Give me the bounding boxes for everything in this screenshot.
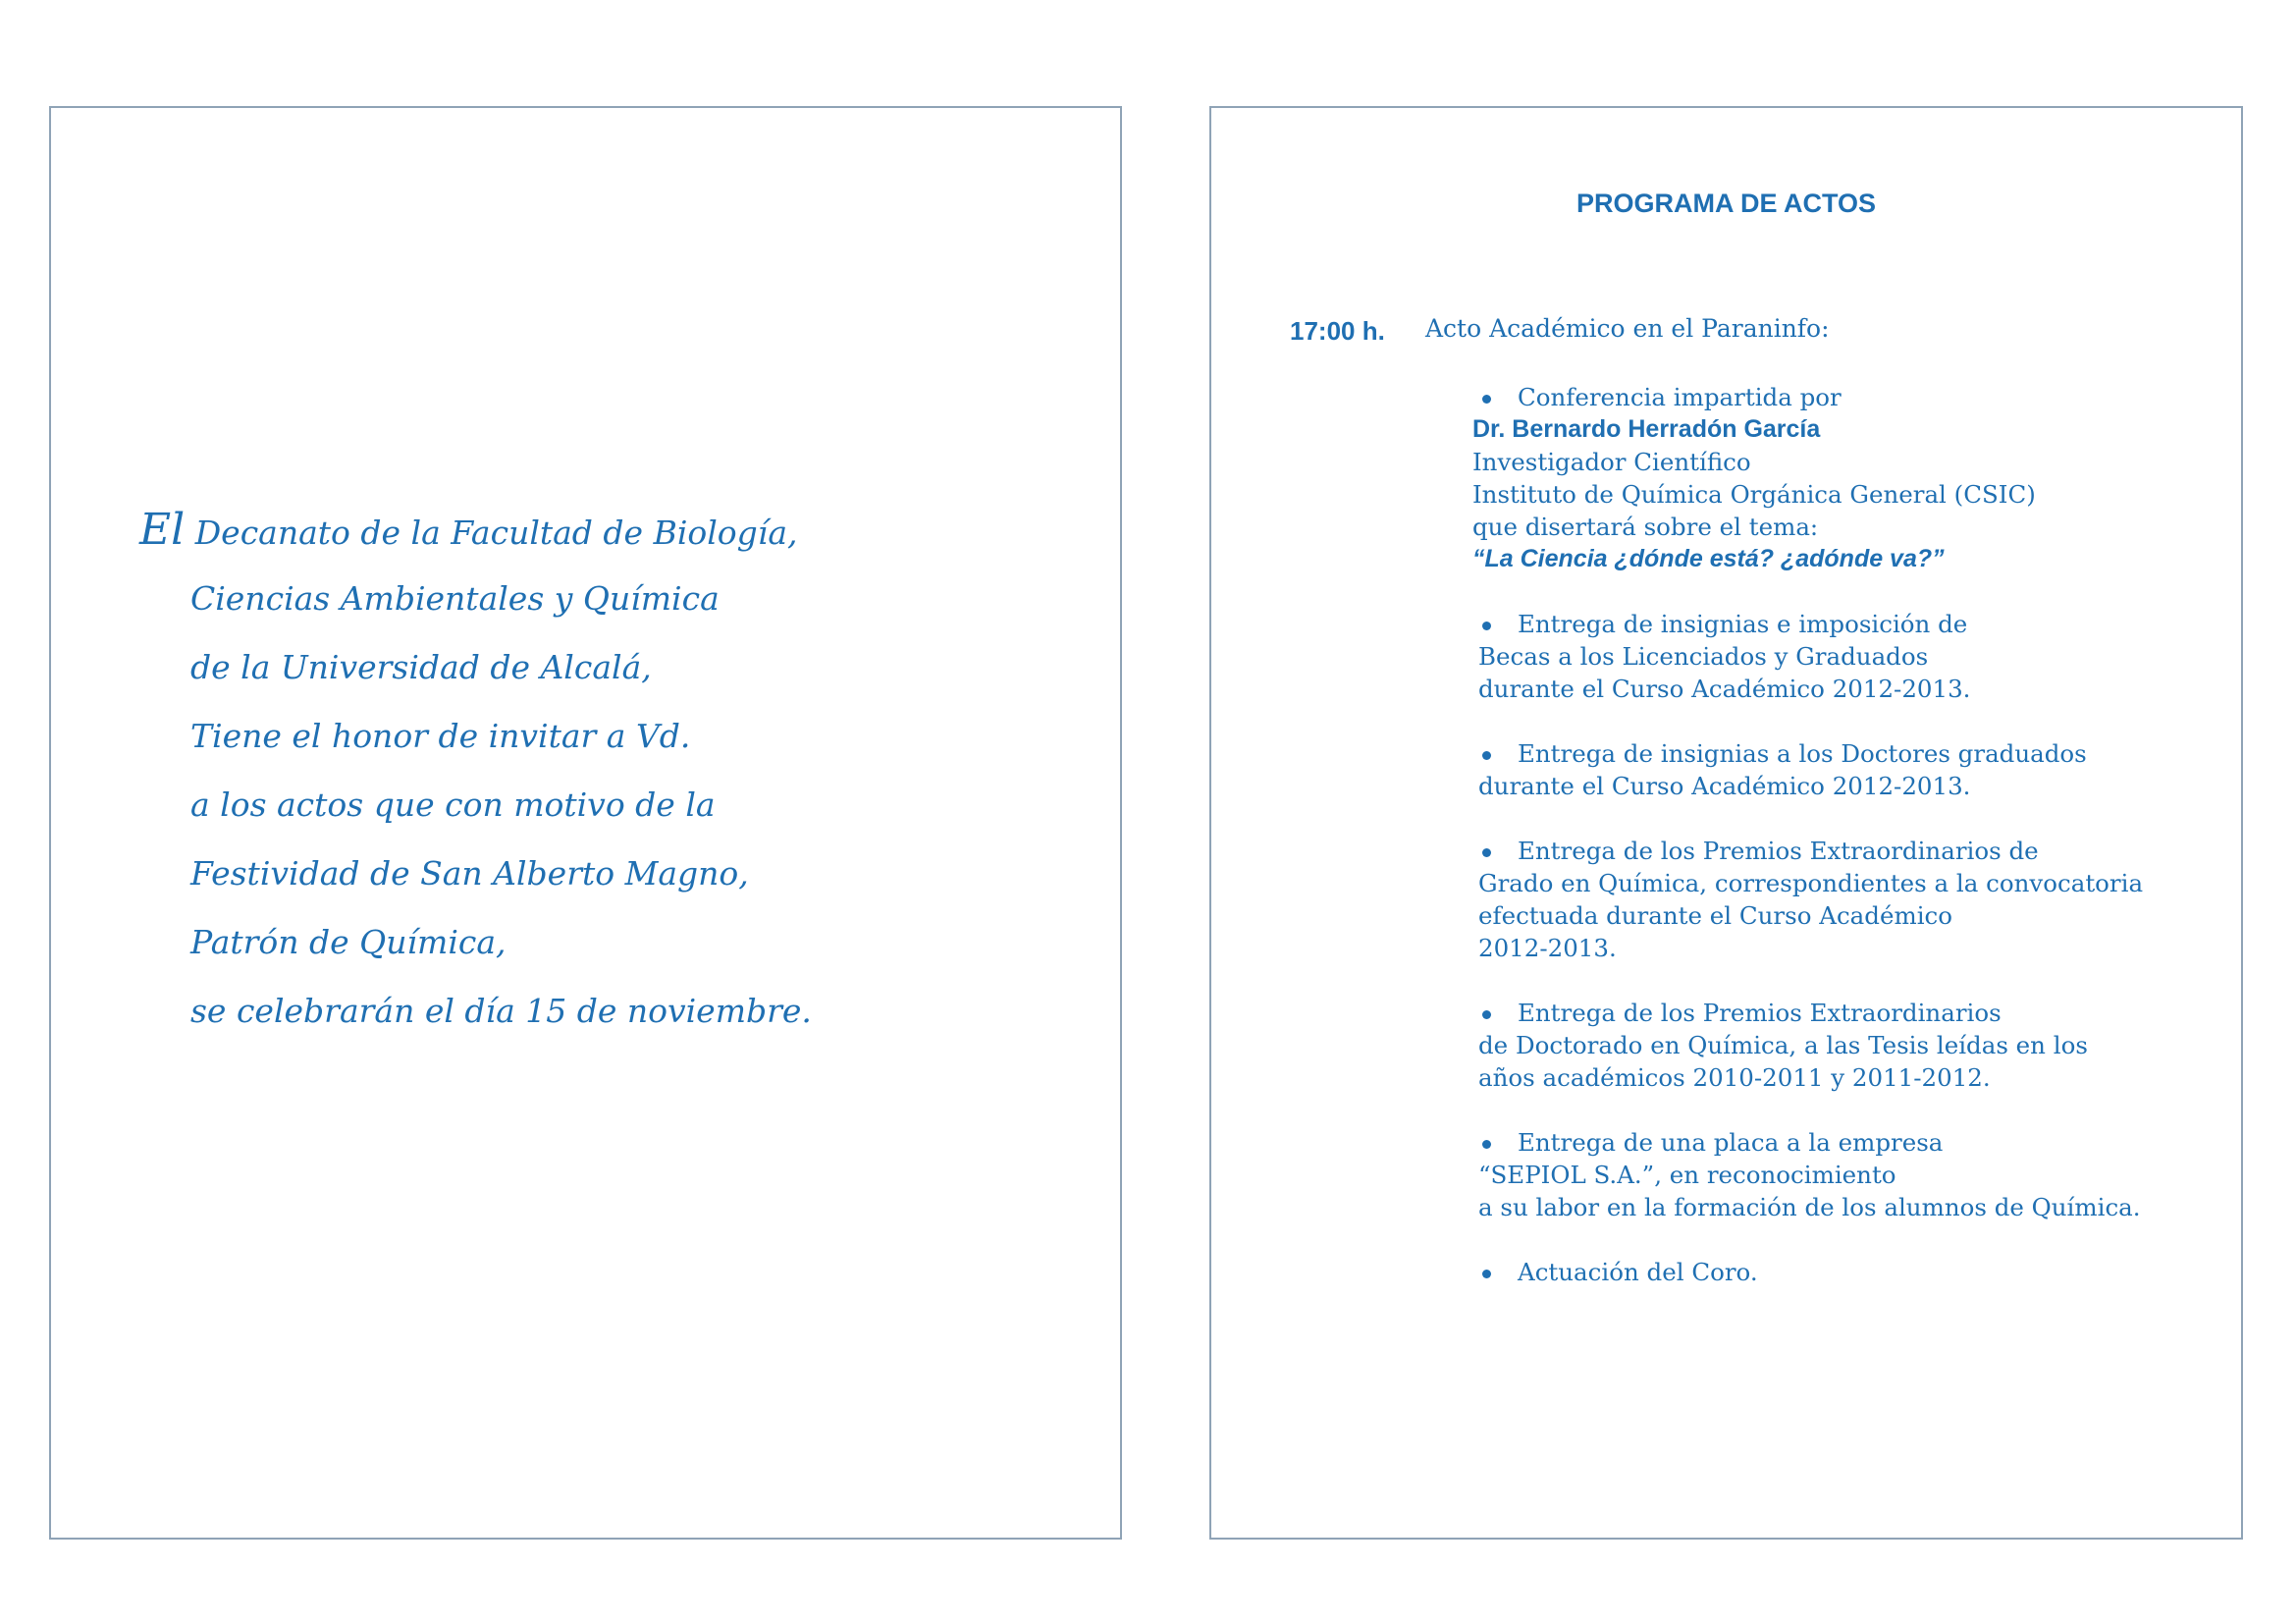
list-item: Entrega de insignias a los Doctores graduados durante el Curso Académico 2012-2013. xyxy=(1478,739,2087,800)
list-item: Entrega de insignias e imposición de Becas a los Licenciados y Graduados durante el Curso Académico 2012-2013. xyxy=(1478,610,1971,703)
conference-intro: Conferencia impartida por xyxy=(1518,383,1842,411)
program-list xyxy=(1472,381,2144,1321)
speaker-role: Investigador Científico xyxy=(1472,448,1751,476)
invitation-first-word: El xyxy=(139,505,186,555)
invitation-line: Patrón de Química, xyxy=(190,923,507,961)
list-item: Entrega de una placa a la empresa “SEPIOL S.A.”, en reconocimiento a su labor en la formación de los alumnos de Química. xyxy=(1478,1128,2141,1221)
invitation-line: de la Universidad de Alcalá, xyxy=(190,648,652,686)
bullet-icon xyxy=(1478,1256,1518,1288)
list-item: Actuación del Coro. xyxy=(1478,1256,2143,1288)
program-panel xyxy=(1209,106,2243,1540)
topic-lead: que disertará sobre el tema: xyxy=(1472,513,1819,541)
invitation-line: Festividad de San Alberto Magno, xyxy=(190,854,749,893)
invitation-line: El Decanato de la Facultad de Biología, xyxy=(139,505,798,555)
list-item: Entrega de los Premios Extraordinarios de Grado en Química, correspondientes a la convocatoria efectuada durante el Curso Académico 2012-2013. xyxy=(1478,837,2144,962)
bullet-icon xyxy=(1478,381,1518,413)
invitation-line: Tiene el honor de invitar a Vd. xyxy=(190,717,691,755)
invitation-text xyxy=(139,496,812,1046)
event-description: Acto Académico en el Paraninfo: xyxy=(1425,314,1830,343)
invitation-line: a los actos que con motivo de la xyxy=(190,785,716,824)
list-item xyxy=(1472,381,2143,575)
program-title: PROGRAMA DE ACTOS xyxy=(1575,189,1876,218)
bullet-icon xyxy=(1478,1126,1518,1159)
speaker-name: Dr. Bernardo Herradón García xyxy=(1472,415,1821,443)
invitation-line: Ciencias Ambientales y Química xyxy=(190,579,720,618)
bullet-icon xyxy=(1478,608,1518,640)
bullet-icon xyxy=(1478,835,1518,867)
invitation-line: se celebrarán el día 15 de noviembre. xyxy=(190,992,812,1030)
invitation-panel xyxy=(49,106,1122,1540)
conference-topic: “La Ciencia ¿dónde está? ¿adónde va?” xyxy=(1472,545,1945,572)
speaker-institution: Instituto de Química Orgánica General (CSIC) xyxy=(1472,480,2036,509)
event-time: 17:00 h. xyxy=(1290,316,1385,346)
list-item: Entrega de los Premios Extraordinarios de Doctorado en Química, a las Tesis leídas en los años académicos 2010-2011 y 2011-2012. xyxy=(1478,999,2088,1092)
bullet-icon xyxy=(1478,737,1518,770)
bullet-icon xyxy=(1478,997,1518,1029)
